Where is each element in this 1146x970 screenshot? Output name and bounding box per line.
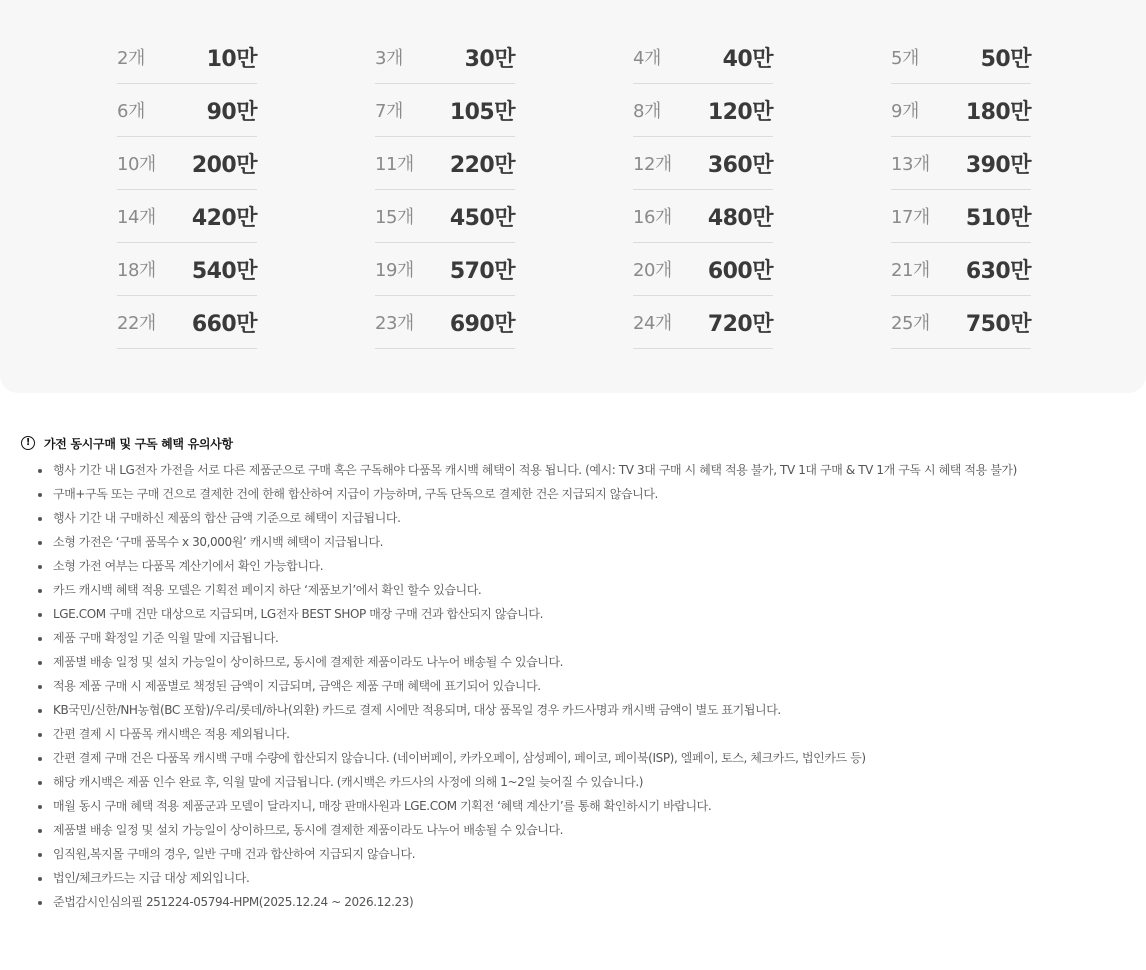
benefit-quantity: 13개: [891, 154, 930, 175]
benefit-amount: 450만: [449, 205, 515, 231]
benefit-cell: [633, 137, 773, 190]
notice-item: 제품별 배송 일정 및 설치 가능일이 상이하므로, 동시에 결제한 제품이라도 나누어 배송될 수 있습니다.: [21, 818, 1131, 842]
notice-item: 매월 동시 구매 혜택 적용 제품군과 모델이 달라지니, 매장 판매사원과 LGE.COM 기획전 ‘혜택 계산기’를 통해 확인하시기 바랍니다.: [21, 794, 1131, 818]
notice-item: 적용 제품 구매 시 제품별로 책정된 금액이 지급되며, 금액은 제품 구매 혜택에 표기되어 있습니다.: [21, 674, 1131, 698]
notice-item: 행사 기간 내 구매하신 제품의 합산 금액 기준으로 혜택이 지급됩니다.: [21, 506, 1131, 530]
benefit-cell: [375, 84, 515, 137]
benefit-cell: [375, 137, 515, 190]
benefit-amount: 180만: [965, 99, 1031, 125]
benefit-quantity: 8개: [633, 101, 661, 122]
notice-item: 간편 결제 구매 건은 다품목 캐시백 구매 수량에 합산되지 않습니다. (네이버페이, 카카오페이, 삼성페이, 페이코, 페이북(ISP), 엘페이, 토스, 체크카드, 법인카드 등): [21, 746, 1131, 770]
benefit-amount: 105만: [449, 99, 515, 125]
benefit-quantity: 16개: [633, 207, 672, 228]
benefit-cell: [891, 31, 1031, 84]
benefit-quantity: 4개: [633, 48, 661, 69]
benefit-quantity: 5개: [891, 48, 919, 69]
benefit-amount: 420만: [191, 205, 257, 231]
benefit-cell: [375, 296, 515, 349]
benefit-quantity: 14개: [117, 207, 156, 228]
benefit-quantity: 21개: [891, 260, 930, 281]
benefit-amount: 480만: [707, 205, 773, 231]
benefit-quantity: 22개: [117, 313, 156, 334]
benefit-amount: 360만: [707, 152, 773, 178]
benefit-cell: [117, 190, 257, 243]
benefit-cell: [633, 296, 773, 349]
notice-item: LGE.COM 구매 건만 대상으로 지급되며, LG전자 BEST SHOP 매장 구매 건과 합산되지 않습니다.: [21, 602, 1131, 626]
benefit-amount: 750만: [965, 311, 1031, 337]
benefit-amount: 50만: [980, 46, 1031, 72]
benefit-amount: 30만: [464, 46, 515, 72]
benefit-amount: 540만: [191, 258, 257, 284]
benefit-cell: [633, 84, 773, 137]
notice-item: 소형 가전은 ‘구매 품목수 x 30,000원’ 캐시백 혜택이 지급됩니다.: [21, 530, 1131, 554]
notice-item: 구매+구독 또는 구매 건으로 결제한 건에 한해 합산하여 지급이 가능하며, 구독 단독으로 결제한 건은 지급되지 않습니다.: [21, 482, 1131, 506]
notice-section: [21, 432, 1131, 914]
notice-item: 행사 기간 내 LG전자 가전을 서로 다른 제품군으로 구매 혹은 구독해야 다품목 캐시백 혜택이 적용 됩니다. (예시: TV 3대 구매 시 혜택 적용 불가, TV 1대 구매 & TV 1개 구독 시 혜택 적용 불가): [21, 458, 1131, 482]
benefit-amount: 40만: [722, 46, 773, 72]
benefit-quantity: 3개: [375, 48, 403, 69]
exclamation-circle-icon: !: [21, 436, 35, 450]
benefit-quantity: 6개: [117, 101, 145, 122]
benefit-cell: [891, 296, 1031, 349]
benefit-cell: [633, 243, 773, 296]
notice-item: 준법감시인심의필 251224-05794-HPM(2025.12.24 ~ 2026.12.23): [21, 890, 1131, 914]
benefit-amount: 10만: [206, 46, 257, 72]
benefit-grid: [117, 31, 1031, 349]
notice-header: [21, 432, 1131, 454]
benefit-cell: [891, 243, 1031, 296]
notice-item: KB국민/신한/NH농협(BC 포함)/우리/롯데/하나(외환) 카드로 결제 시에만 적용되며, 대상 품목일 경우 카드사명과 캐시백 금액이 별도 표기됩니다.: [21, 698, 1131, 722]
benefit-quantity: 23개: [375, 313, 414, 334]
benefit-cell: [117, 243, 257, 296]
benefit-quantity: 17개: [891, 207, 930, 228]
notice-item: 해당 캐시백은 제품 인수 완료 후, 익월 말에 지급됩니다. (캐시백은 카드사의 사정에 의해 1~2일 늦어질 수 있습니다.): [21, 770, 1131, 794]
benefit-cell: [633, 190, 773, 243]
benefit-cell: [375, 190, 515, 243]
notice-title: 가전 동시구매 및 구독 혜택 유의사항: [44, 436, 233, 451]
benefit-table-panel: [0, 0, 1146, 393]
benefit-quantity: 9개: [891, 101, 919, 122]
benefit-amount: 200만: [191, 152, 257, 178]
benefit-amount: 510만: [965, 205, 1031, 231]
benefit-quantity: 10개: [117, 154, 156, 175]
benefit-cell: [117, 137, 257, 190]
benefit-quantity: 19개: [375, 260, 414, 281]
benefit-amount: 390만: [965, 152, 1031, 178]
benefit-amount: 720만: [707, 311, 773, 337]
benefit-amount: 630만: [965, 258, 1031, 284]
notice-item: 카드 캐시백 혜택 적용 모델은 기획전 페이지 하단 ‘제품보기’에서 확인 할수 있습니다.: [21, 578, 1131, 602]
benefit-cell: [117, 31, 257, 84]
benefit-quantity: 7개: [375, 101, 403, 122]
benefit-quantity: 15개: [375, 207, 414, 228]
benefit-cell: [891, 190, 1031, 243]
benefit-amount: 660만: [191, 311, 257, 337]
benefit-quantity: 12개: [633, 154, 672, 175]
benefit-cell: [117, 84, 257, 137]
benefit-amount: 90만: [206, 99, 257, 125]
benefit-cell: [891, 84, 1031, 137]
benefit-amount: 120만: [707, 99, 773, 125]
benefit-quantity: 11개: [375, 154, 414, 175]
notice-item: 간편 결제 시 다품목 캐시백은 적용 제외됩니다.: [21, 722, 1131, 746]
notice-item: 임직원,복지몰 구매의 경우, 일반 구매 건과 합산하여 지급되지 않습니다.: [21, 842, 1131, 866]
benefit-cell: [891, 137, 1031, 190]
benefit-quantity: 20개: [633, 260, 672, 281]
notice-item: 소형 가전 여부는 다품목 계산기에서 확인 가능합니다.: [21, 554, 1131, 578]
benefit-quantity: 25개: [891, 313, 930, 334]
benefit-cell: [117, 296, 257, 349]
benefit-quantity: 18개: [117, 260, 156, 281]
benefit-cell: [375, 243, 515, 296]
benefit-cell: [633, 31, 773, 84]
benefit-amount: 690만: [449, 311, 515, 337]
notice-item: 제품별 배송 일정 및 설치 가능일이 상이하므로, 동시에 결제한 제품이라도 나누어 배송될 수 있습니다.: [21, 650, 1131, 674]
notice-list: [21, 458, 1131, 914]
notice-item: 법인/체크카드는 지급 대상 제외입니다.: [21, 866, 1131, 890]
benefit-quantity: 2개: [117, 48, 145, 69]
benefit-amount: 570만: [449, 258, 515, 284]
benefit-quantity: 24개: [633, 313, 672, 334]
benefit-cell: [375, 31, 515, 84]
benefit-amount: 600만: [707, 258, 773, 284]
notice-item: 제품 구매 확정일 기준 익월 말에 지급됩니다.: [21, 626, 1131, 650]
benefit-amount: 220만: [449, 152, 515, 178]
